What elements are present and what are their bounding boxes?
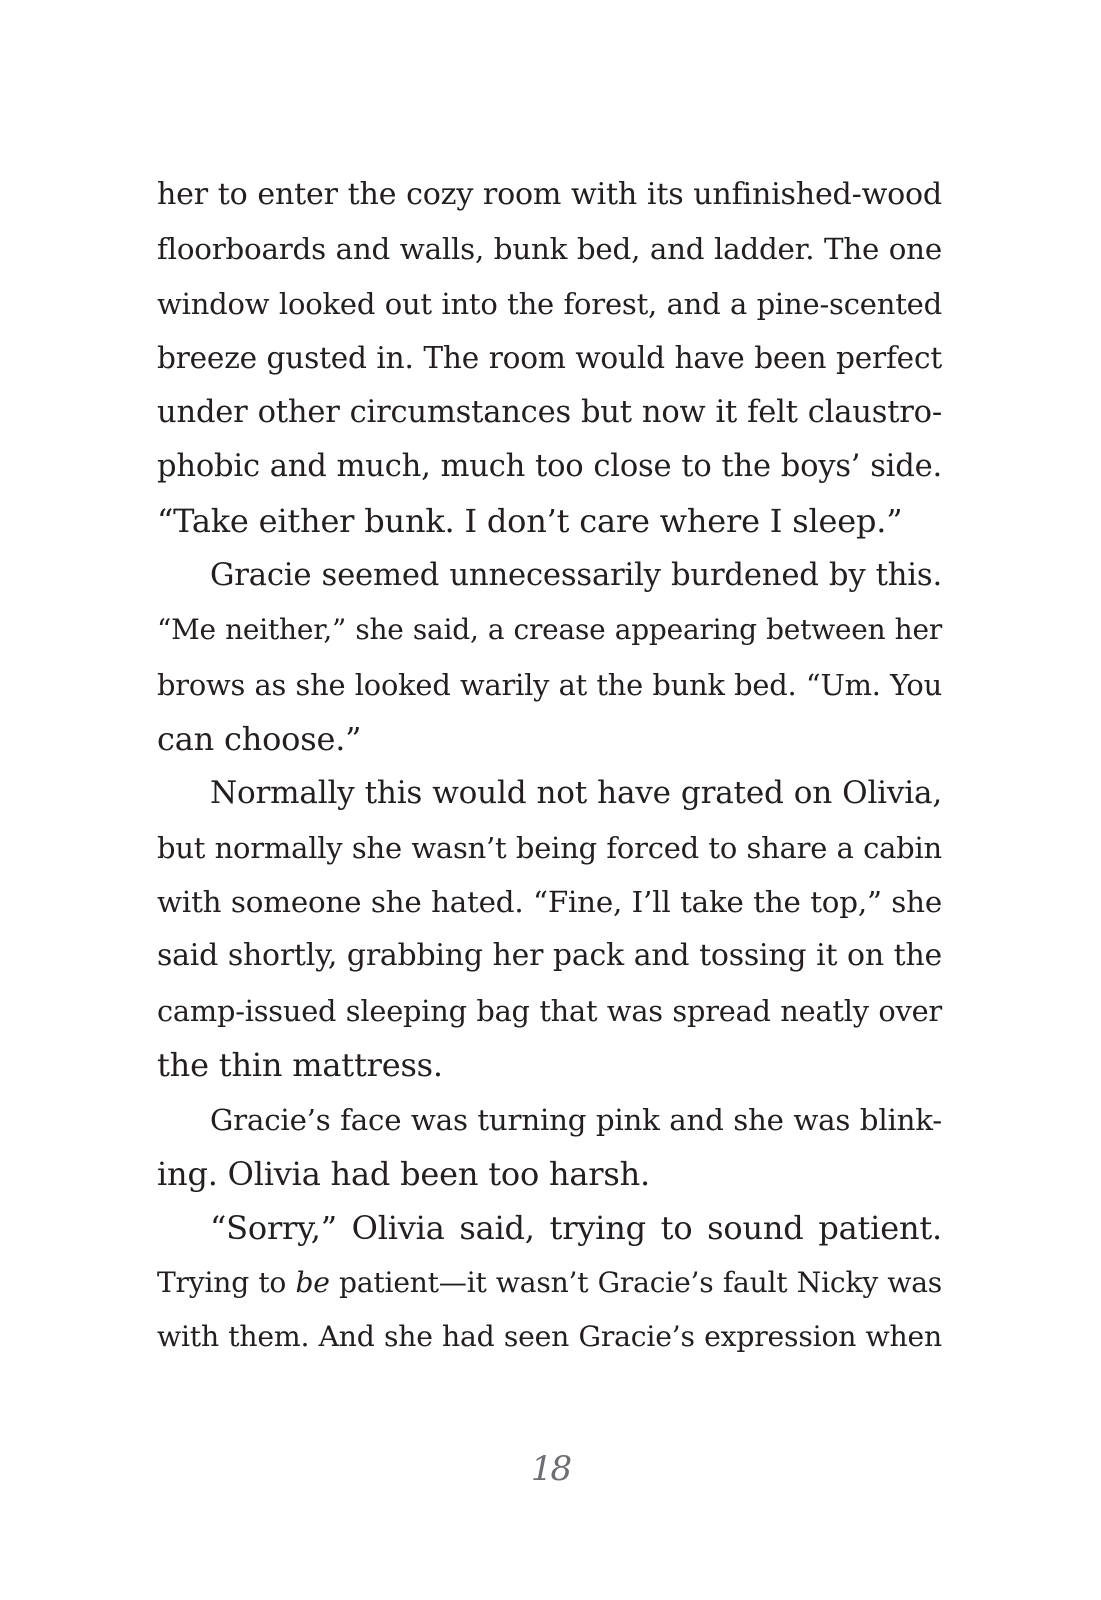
text-line: brows as she looked warily at the bunk bed. “Um. You (157, 667, 942, 702)
italic-text: be (295, 1265, 330, 1299)
text-line: ing. Olivia had been too harsh. (157, 1155, 650, 1194)
text-line: window looked out into the forest, and a pine-scented (157, 286, 942, 321)
body-text (157, 168, 942, 1365)
text-line (157, 1256, 942, 1310)
text-line: breeze gusted in. The room would have been perfect (157, 341, 942, 376)
text-line: “Me neither,” she said, a crease appearing between her (157, 613, 942, 647)
text-line: with someone she hated. “Fine, I’ll take the top,” she (157, 885, 942, 920)
text-line: Normally this would not have grated on Olivia, (210, 775, 942, 812)
text-segment: Trying to (157, 1265, 296, 1299)
text-line: phobic and much, much too close to the boys’ side. (157, 448, 942, 484)
text-line: said shortly, grabbing her pack and tossing it on the (157, 938, 942, 974)
text-line: Gracie’s face was turning pink and she was blink- (210, 1102, 942, 1137)
text-line: “Take either bunk. I don’t care where I sleep.” (157, 502, 903, 541)
page-number: 18 (530, 1449, 571, 1489)
text-line: with them. And she had seen Gracie’s expression when (157, 1320, 942, 1354)
text-line: under other circumstances but now it felt claustro- (157, 394, 942, 430)
text-segment: patient—it wasn’t Gracie’s fault Nicky was (329, 1265, 942, 1299)
text-line: her to enter the cozy room with its unfinished-wood (157, 177, 942, 212)
text-line: can choose.” (157, 719, 362, 758)
text-line: the thin mattress. (157, 1046, 443, 1085)
text-line: but normally she wasn’t being forced to share a cabin (157, 830, 942, 865)
text-line: Gracie seemed unnecessarily burdened by this. (210, 557, 942, 593)
text-line: floorboards and walls, bunk bed, and ladder. The one (157, 232, 942, 267)
text-line: “Sorry,” Olivia said, trying to sound patient. (210, 1209, 942, 1248)
text-line: camp-issued sleeping bag that was spread neatly over (157, 993, 942, 1028)
